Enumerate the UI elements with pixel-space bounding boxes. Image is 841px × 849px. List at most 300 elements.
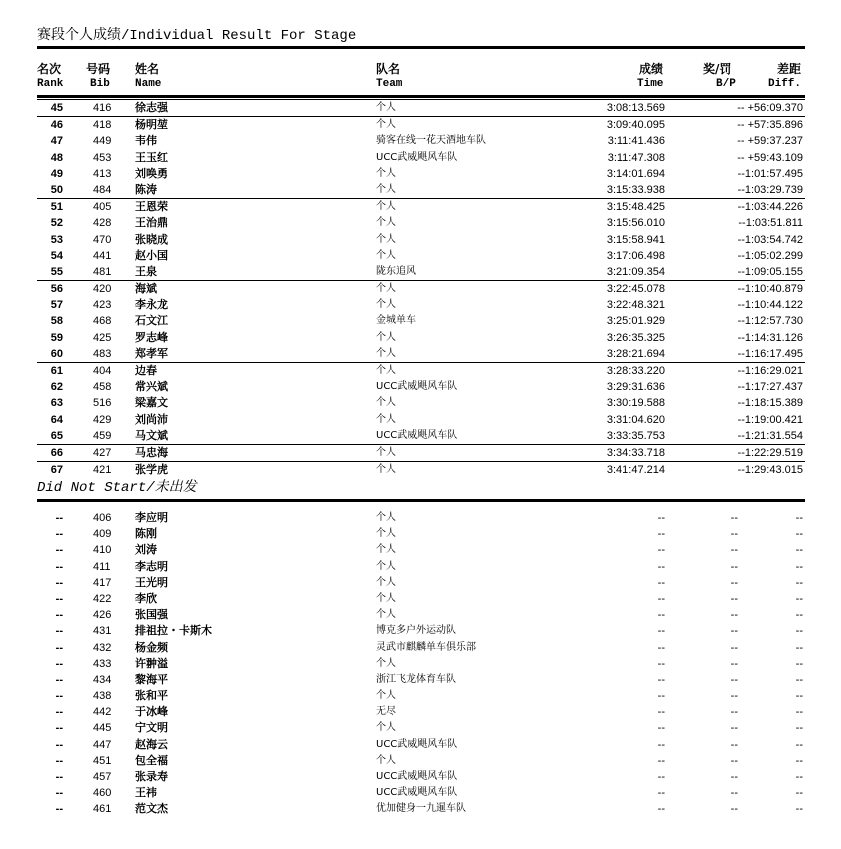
diff-cell: --	[795, 576, 803, 589]
time-cell: 3:11:41.436	[607, 135, 665, 148]
bib-cell: 468	[93, 315, 112, 328]
bib-cell: 417	[93, 576, 112, 589]
name-cell: 黎海平	[135, 672, 168, 686]
table-row	[37, 785, 805, 801]
time-cell: 3:30:19.588	[606, 397, 665, 410]
bib-cell: 406	[93, 512, 112, 524]
diff-cell: --1:21:31.554	[737, 429, 803, 442]
diff-cell: --	[795, 722, 803, 735]
rank-cell: 58	[50, 315, 63, 328]
rank-cell: 61	[50, 365, 63, 377]
time-cell: 3:26:35.325	[606, 331, 665, 344]
table-row	[37, 362, 805, 379]
team-cell: 个人	[376, 657, 396, 669]
table-row	[37, 99, 805, 116]
table-row	[37, 346, 805, 362]
table-row	[37, 280, 805, 297]
bp-cell: --	[730, 754, 738, 767]
table-row	[37, 395, 805, 411]
team-cell: 个人	[376, 249, 396, 261]
diff-cell: --1:12:57.730	[737, 315, 803, 328]
name-cell: 张国强	[135, 608, 168, 622]
team-cell: 个人	[376, 690, 396, 702]
name-cell: 王泉	[135, 264, 157, 278]
bib-cell: 409	[93, 528, 112, 541]
team-cell: 个人	[376, 592, 396, 604]
team-cell: 个人	[376, 464, 396, 476]
time-cell: --	[657, 738, 665, 751]
rank-cell: 67	[50, 464, 63, 477]
table-row	[37, 720, 805, 736]
rank-cell: 52	[50, 217, 63, 230]
name-cell: 刘涛	[135, 543, 157, 557]
rank-cell: --	[55, 512, 63, 524]
table-row	[37, 575, 805, 591]
time-cell: --	[657, 576, 665, 589]
time-cell: 3:14:01.694	[606, 167, 665, 180]
name-cell: 马忠海	[135, 445, 168, 459]
team-cell: 个人	[376, 446, 396, 458]
rank-cell: 63	[50, 397, 63, 410]
table-row	[37, 623, 805, 639]
time-cell: --	[657, 512, 665, 524]
rank-cell: 66	[50, 446, 63, 459]
table-row	[37, 640, 805, 656]
diff-cell: -- +57:35.896	[737, 119, 803, 132]
bib-cell: 433	[93, 657, 112, 670]
bp-cell: --	[730, 657, 738, 670]
diff-cell: --	[795, 787, 803, 800]
bp-cell: --	[730, 560, 738, 573]
time-cell: --	[657, 609, 665, 622]
name-cell: 边春	[135, 364, 157, 377]
bib-cell: 516	[93, 397, 112, 410]
table-row	[37, 166, 805, 182]
diff-cell: --	[795, 673, 803, 686]
time-cell: 3:33:35.753	[606, 429, 665, 442]
header-name-en: Name	[135, 78, 162, 90]
name-cell: 刘唤勇	[135, 166, 168, 180]
table-row	[37, 133, 805, 149]
table-row	[37, 688, 805, 704]
rank-cell: 47	[50, 135, 63, 148]
rank-cell: 60	[50, 347, 63, 360]
bib-cell: 431	[93, 625, 112, 638]
table-row	[37, 591, 805, 607]
name-cell: 马文斌	[135, 428, 168, 442]
team-cell: 个人	[376, 365, 396, 376]
name-cell: 李志明	[135, 559, 168, 573]
name-cell: 常兴斌	[135, 380, 168, 394]
table-row	[37, 412, 805, 428]
diff-cell: --1:18:15.389	[737, 397, 803, 410]
rank-cell: --	[55, 787, 63, 800]
bp-cell: --	[730, 609, 738, 622]
bib-cell: 405	[93, 201, 112, 214]
time-cell: --	[657, 625, 665, 638]
rank-cell: 54	[50, 249, 63, 262]
team-cell: 个人	[376, 119, 396, 131]
name-cell: 张录寿	[135, 770, 168, 783]
table-row	[37, 607, 805, 623]
table-row	[37, 248, 805, 264]
rank-cell: --	[55, 625, 63, 638]
rank-cell: --	[55, 754, 63, 767]
table-row	[37, 526, 805, 542]
table-row	[37, 182, 805, 198]
diff-cell: --1:17:27.437	[737, 381, 803, 394]
time-cell: --	[657, 706, 665, 719]
bib-cell: 445	[93, 722, 112, 735]
bp-cell: --	[730, 544, 738, 557]
time-cell: 3:15:48.425	[606, 201, 665, 214]
bib-cell: 460	[93, 787, 112, 800]
name-cell: 王恩荣	[135, 200, 168, 214]
table-row	[37, 313, 805, 329]
table-row	[37, 264, 805, 280]
diff-cell: --1:03:54.742	[737, 233, 803, 246]
bp-cell: --	[730, 738, 738, 751]
diff-cell: --1:29:43.015	[737, 464, 803, 477]
rank-cell: --	[55, 803, 63, 816]
name-cell: 包全福	[135, 753, 168, 767]
rank-cell: --	[55, 722, 63, 735]
name-cell: 杨金频	[135, 640, 168, 654]
header-name-cn: 姓名	[135, 62, 160, 76]
team-cell: 个人	[376, 217, 396, 229]
diff-cell: --1:03:29.739	[737, 183, 803, 196]
bib-cell: 434	[93, 673, 112, 686]
rank-cell: --	[55, 771, 63, 783]
diff-cell: --1:14:31.126	[737, 331, 803, 344]
team-cell: 个人	[376, 397, 396, 409]
time-cell: 3:11:47.308	[607, 151, 665, 164]
diff-cell: -- +59:43.109	[737, 151, 803, 164]
name-cell: 梁嘉文	[135, 396, 168, 410]
diff-cell: -- +56:09.370	[737, 102, 803, 114]
bp-cell: --	[730, 722, 738, 735]
time-cell: --	[657, 657, 665, 670]
time-cell: --	[657, 592, 665, 605]
time-cell: 3:41:47.214	[606, 464, 665, 477]
bib-cell: 421	[93, 464, 112, 477]
team-cell: 个人	[376, 576, 396, 588]
name-cell: 排祖拉・卡斯木	[135, 624, 212, 638]
rank-cell: --	[55, 673, 63, 686]
team-cell: 个人	[376, 347, 396, 359]
table-row	[37, 330, 805, 346]
header-bp-en: B/P	[716, 78, 736, 90]
team-cell: UCC武威飓风车队	[376, 429, 458, 441]
team-cell: 骑客在线一花天酒地车队	[376, 135, 486, 147]
bib-cell: 459	[93, 429, 112, 442]
table-row	[37, 542, 805, 558]
diff-cell: --	[795, 592, 803, 605]
diff-cell: --	[795, 528, 803, 541]
time-cell: --	[657, 722, 665, 735]
bib-cell: 470	[93, 233, 112, 246]
bib-cell: 453	[93, 151, 112, 164]
diff-cell: --1:16:29.021	[737, 365, 803, 377]
bib-cell: 411	[93, 560, 111, 573]
name-cell: 陈刚	[135, 527, 157, 541]
table-row	[37, 232, 805, 248]
team-cell: 个人	[376, 201, 396, 213]
bib-cell: 413	[93, 167, 112, 180]
diff-cell: --1:16:17.495	[737, 347, 803, 360]
time-cell: --	[657, 787, 665, 800]
results-table	[37, 99, 805, 478]
team-cell: 个人	[376, 299, 396, 311]
team-cell: UCC武威飓风车队	[376, 381, 458, 393]
rank-cell: --	[55, 690, 63, 703]
diff-cell: -- +59:37.237	[737, 135, 803, 148]
name-cell: 罗志峰	[135, 330, 168, 344]
team-cell: 博克多户外运动队	[376, 625, 456, 637]
bib-cell: 481	[93, 265, 112, 278]
name-cell: 宁文明	[135, 721, 168, 735]
table-row	[37, 559, 805, 575]
team-cell: 个人	[376, 754, 396, 766]
team-cell: 个人	[376, 331, 396, 343]
bib-cell: 410	[93, 544, 112, 557]
name-cell: 王玉红	[135, 150, 168, 164]
rank-cell: 51	[50, 201, 63, 214]
rank-cell: 50	[50, 183, 63, 196]
diff-cell: --	[795, 641, 803, 654]
table-row	[37, 801, 805, 817]
bib-cell: 461	[93, 803, 112, 816]
team-cell: 个人	[376, 283, 396, 295]
name-cell: 张和平	[135, 689, 168, 703]
header-time-en: Time	[637, 78, 664, 90]
name-cell: 石文江	[135, 314, 168, 328]
bp-cell: --	[730, 673, 738, 686]
time-cell: 3:09:40.095	[606, 119, 665, 132]
name-cell: 于冰峰	[135, 705, 168, 719]
rank-cell: --	[55, 560, 63, 573]
diff-cell: --	[795, 690, 803, 703]
bib-cell: 416	[93, 102, 112, 114]
team-cell: 个人	[376, 183, 396, 195]
diff-cell: --	[795, 560, 803, 573]
bib-cell: 458	[93, 381, 112, 394]
time-cell: --	[657, 690, 665, 703]
rank-cell: 64	[50, 413, 63, 426]
team-cell: 个人	[376, 528, 396, 540]
dns-rule	[37, 499, 805, 502]
name-cell: 海斌	[135, 282, 157, 296]
rank-cell: 56	[50, 283, 63, 296]
rank-cell: 53	[50, 233, 63, 246]
time-cell: 3:15:58.941	[606, 233, 665, 246]
table-row	[37, 672, 805, 688]
time-cell: --	[657, 641, 665, 654]
bp-cell: --	[730, 512, 738, 524]
rank-cell: --	[55, 592, 63, 605]
diff-cell: --	[795, 512, 803, 524]
name-cell: 李永龙	[135, 298, 168, 312]
bib-cell: 457	[93, 771, 112, 783]
team-cell: UCC武威飓风车队	[376, 738, 458, 750]
bib-cell: 441	[93, 249, 112, 262]
diff-cell: --1:19:00.421	[737, 413, 803, 426]
time-cell: --	[657, 771, 665, 783]
rank-cell: 59	[50, 331, 63, 344]
bib-cell: 447	[93, 738, 112, 751]
table-row	[37, 656, 805, 672]
bp-cell: --	[730, 641, 738, 654]
diff-cell: --	[795, 706, 803, 719]
rank-cell: 57	[50, 299, 63, 312]
bib-cell: 442	[93, 706, 112, 719]
name-cell: 张学虎	[135, 463, 168, 477]
header-team-cn: 队名	[376, 62, 401, 76]
diff-cell: --1:22:29.519	[737, 446, 803, 459]
table-row	[37, 753, 805, 769]
time-cell: 3:31:04.620	[606, 413, 665, 426]
header-rank-cn: 名次	[37, 62, 62, 76]
team-cell: 优加健身一九暹车队	[376, 803, 466, 815]
diff-cell: --	[795, 803, 803, 816]
team-cell: 个人	[376, 413, 396, 425]
header-bib-en: Bib	[90, 78, 110, 90]
team-cell: 个人	[376, 544, 396, 556]
table-row	[37, 297, 805, 313]
rank-cell: --	[55, 609, 63, 622]
team-cell: UCC武威飓风车队	[376, 771, 458, 782]
bib-cell: 449	[93, 135, 112, 148]
bib-cell: 426	[93, 609, 112, 622]
team-cell: 陇东追风	[376, 265, 416, 277]
diff-cell: --1:01:57.495	[737, 167, 803, 180]
header-bp-cn: 奖/罚	[703, 62, 732, 76]
table-row	[37, 379, 805, 395]
bib-cell: 418	[93, 119, 112, 132]
table-row	[37, 510, 805, 526]
diff-cell: --	[795, 609, 803, 622]
team-cell: 个人	[376, 722, 396, 734]
rank-cell: 55	[50, 265, 63, 278]
page-title: 赛段个人成绩/Individual Result For Stage	[37, 28, 357, 44]
name-cell: 赵小国	[135, 248, 168, 262]
name-cell: 许翀溢	[135, 656, 168, 670]
team-cell: 个人	[376, 167, 396, 179]
time-cell: --	[657, 754, 665, 767]
diff-cell: --1:03:44.226	[737, 201, 803, 214]
table-row	[37, 116, 805, 133]
rank-cell: --	[55, 738, 63, 751]
name-cell: 韦伟	[135, 134, 157, 148]
team-cell: 个人	[376, 560, 396, 572]
rank-cell: 49	[50, 167, 63, 180]
time-cell: 3:21:09.354	[606, 265, 665, 278]
table-row	[37, 444, 805, 461]
time-cell: 3:17:06.498	[606, 249, 665, 262]
header-team-en: Team	[376, 78, 403, 90]
diff-cell: --	[795, 754, 803, 767]
name-cell: 陈涛	[135, 182, 157, 196]
diff-cell: --	[795, 544, 803, 557]
header-diff-en: Diff.	[768, 78, 802, 90]
name-cell: 王祎	[135, 786, 157, 800]
name-cell: 李应明	[135, 511, 168, 524]
time-cell: --	[657, 673, 665, 686]
rank-cell: 46	[50, 119, 63, 132]
team-cell: 灵武市麒麟单车俱乐部	[376, 641, 476, 653]
bib-cell: 427	[93, 446, 112, 459]
rank-cell: --	[55, 544, 63, 557]
bib-cell: 432	[93, 641, 112, 654]
rank-cell: --	[55, 641, 63, 654]
header-bottom-rule	[37, 95, 805, 98]
time-cell: 3:15:33.938	[606, 183, 665, 196]
rank-cell: 48	[50, 151, 63, 164]
team-cell: 金城单车	[376, 315, 416, 327]
bib-cell: 420	[93, 283, 112, 296]
name-cell: 王光明	[135, 575, 168, 589]
team-cell: 浙江飞龙体育车队	[376, 673, 456, 685]
time-cell: 3:25:01.929	[606, 315, 665, 328]
table-row	[37, 769, 805, 785]
name-cell: 赵海云	[135, 737, 168, 751]
rank-cell: --	[55, 657, 63, 670]
diff-cell: --1:09:05.155	[737, 265, 803, 278]
rank-cell: 65	[50, 429, 63, 442]
rank-cell: --	[55, 706, 63, 719]
time-cell: 3:15:56.010	[606, 217, 665, 230]
diff-cell: --1:10:40.879	[737, 283, 803, 296]
bib-cell: 422	[93, 592, 112, 605]
time-cell: 3:22:48.321	[606, 299, 665, 312]
dns-table	[37, 510, 805, 818]
diff-cell: --	[795, 738, 803, 751]
bp-cell: --	[730, 803, 738, 816]
bib-cell: 438	[93, 690, 112, 703]
bib-cell: 484	[93, 183, 112, 196]
table-row	[37, 198, 805, 215]
bp-cell: --	[730, 787, 738, 800]
team-cell: 个人	[376, 233, 396, 245]
team-cell: 个人	[376, 102, 396, 113]
time-cell: 3:28:21.694	[606, 347, 665, 360]
time-cell: --	[657, 560, 665, 573]
table-row	[37, 428, 805, 444]
bib-cell: 451	[93, 754, 112, 767]
header-time-cn: 成绩	[639, 62, 664, 76]
team-cell: 无尽	[376, 706, 396, 718]
bib-cell: 429	[93, 413, 112, 426]
header-diff-cn: 差距	[777, 62, 802, 76]
team-cell: UCC武威飓风车队	[376, 787, 458, 799]
header-rank-en: Rank	[37, 78, 64, 90]
name-cell: 徐志强	[135, 101, 168, 114]
name-cell: 杨明堃	[135, 118, 168, 132]
rank-cell: --	[55, 576, 63, 589]
team-cell: 个人	[376, 609, 396, 621]
bib-cell: 425	[93, 331, 112, 344]
time-cell: --	[657, 803, 665, 816]
rank-cell: 45	[50, 102, 63, 114]
diff-cell: --	[795, 771, 803, 783]
bp-cell: --	[730, 771, 738, 783]
team-cell: UCC武威飓风车队	[376, 151, 458, 163]
rank-cell: --	[55, 528, 63, 541]
bib-cell: 483	[93, 347, 112, 360]
diff-cell: --1:10:44.122	[737, 299, 803, 312]
name-cell: 刘尚沛	[135, 412, 168, 426]
bp-cell: --	[730, 576, 738, 589]
